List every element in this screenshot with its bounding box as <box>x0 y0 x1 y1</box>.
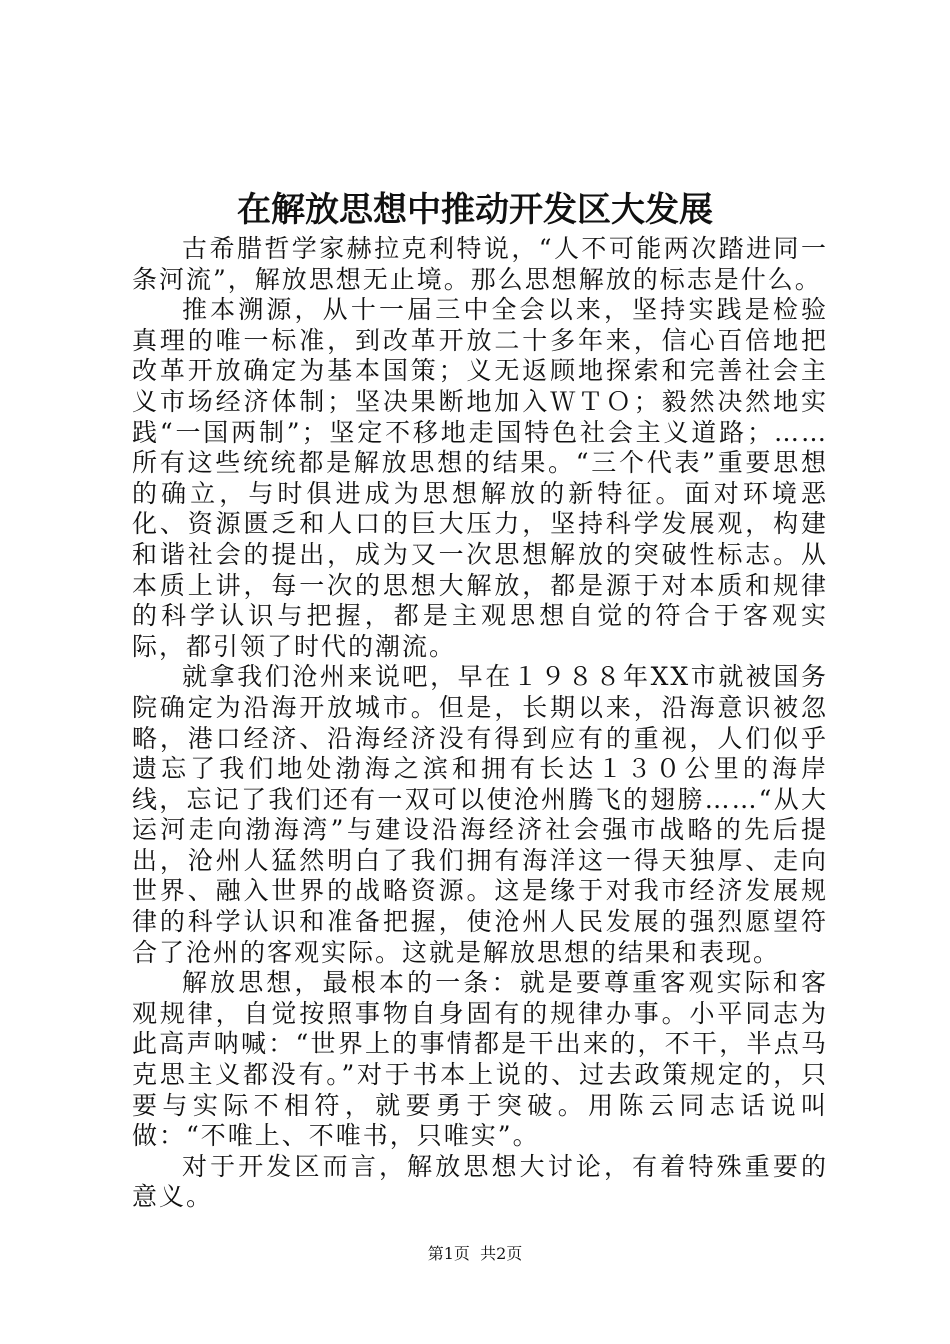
paragraph: 古希腊哲学家赫拉克利特说，“人不可能两次踏进同一条河流”，解放思想无止境。那么思想解放的标志是什么。 <box>132 234 828 294</box>
paragraph: 推本溯源，从十一届三中全会以来，坚持实践是检验真理的唯一标准，到改革开放二十多年来，信心百倍地把改革开放确定为基本国策；义无返顾地探索和完善社会主义市场经济体制；坚决果断地加入ＷＴＯ；毅然决然地实践“一国两制”；坚定不移地走国特色社会主义道路；……所有这些统统都是解放思想的结果。“三个代表”重要思想的确立，与时俱进成为思想解放的新特征。面对环境恶化、资源匮乏和人口的巨大压力，坚持科学发展观，构建和谐社会的提出，成为又一次思想解放的突破性标志。从本质上讲，每一次的思想大解放，都是源于对本质和规律的科学认识与把握，都是主观思想自觉的符合于客观实际，都引领了时代的潮流。 <box>132 295 828 661</box>
page-total: 共2页 <box>480 1244 523 1263</box>
document-title: 在解放思想中推动开发区大发展 <box>237 190 713 230</box>
page-footer <box>0 1243 950 1265</box>
paragraph: 解放思想，最根本的一条：就是要尊重客观实际和客观规律，自觉按照事物自身固有的规律办事。小平同志为此高声呐喊：“世界上的事情都是干出来的，不干，半点马克思主义都没有。”对于书本上说的、过去政策规定的，只要与实际不相符，就要勇于突破。用陈云同志话说叫做：“不唯上、不唯书，只唯实”。 <box>132 968 828 1151</box>
paragraph: 对于开发区而言，解放思想大讨论，有着特殊重要的意义。 <box>132 1151 828 1212</box>
paragraph: 就拿我们沧州来说吧，早在１９８８年XX市就被国务院确定为沿海开放城市。但是，长期以来，沿海意识被忽略，港口经济、沿海经济没有得到应有的重视，人们似乎遗忘了我们地处渤海之滨和拥有长达１３０公里的海岸线，忘记了我们还有一双可以使沧州腾飞的翅膀……“从大运河走向渤海湾”与建设沿海经济社会强市战略的先后提出，沧州人猛然明白了我们拥有海洋这一得天独厚、走向世界、融入世界的战略资源。这是缘于对我市经济发展规律的科学认识和准备把握，使沧州人民发展的强烈愿望符合了沧州的客观实际。这就是解放思想的结果和表现。 <box>132 662 828 967</box>
page-number: 第1页 <box>427 1244 470 1263</box>
document-body <box>132 234 828 1213</box>
